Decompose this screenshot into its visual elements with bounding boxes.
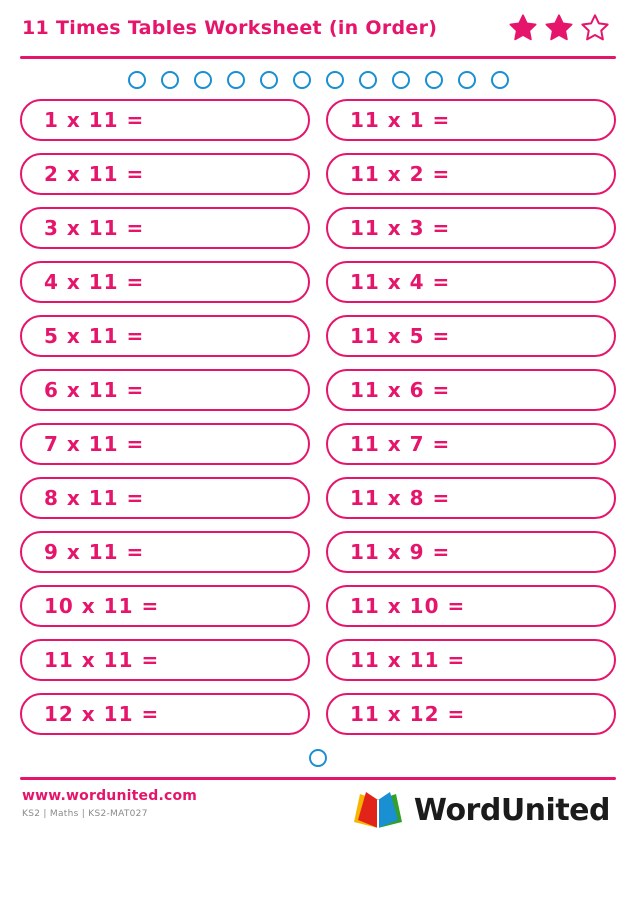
question-box[interactable] bbox=[326, 261, 616, 303]
circle-outline-icon[interactable] bbox=[392, 71, 410, 89]
question-box[interactable] bbox=[326, 639, 616, 681]
difficulty-stars bbox=[508, 13, 614, 43]
question-columns bbox=[18, 99, 618, 735]
question-box[interactable] bbox=[20, 369, 310, 411]
question-text: 11 x 8 = bbox=[350, 486, 451, 510]
circle-outline-icon[interactable] bbox=[458, 71, 476, 89]
brand-name: WordUnited bbox=[413, 793, 610, 828]
brand-logo bbox=[350, 788, 614, 834]
question-text: 6 x 11 = bbox=[44, 378, 145, 402]
footer-divider bbox=[20, 777, 616, 780]
circle-outline-icon[interactable] bbox=[128, 71, 146, 89]
circle-outline-icon[interactable] bbox=[309, 749, 327, 767]
question-box[interactable] bbox=[326, 477, 616, 519]
question-box[interactable] bbox=[326, 531, 616, 573]
question-text: 11 x 3 = bbox=[350, 216, 451, 240]
question-text: 9 x 11 = bbox=[44, 540, 145, 564]
question-text: 10 x 11 = bbox=[44, 594, 160, 618]
circle-outline-icon[interactable] bbox=[227, 71, 245, 89]
question-box[interactable] bbox=[326, 423, 616, 465]
question-box[interactable] bbox=[326, 585, 616, 627]
question-box[interactable] bbox=[20, 477, 310, 519]
question-text: 11 x 5 = bbox=[350, 324, 451, 348]
question-box[interactable] bbox=[326, 693, 616, 735]
question-box[interactable] bbox=[20, 531, 310, 573]
question-text: 11 x 7 = bbox=[350, 432, 451, 456]
worksheet-meta: KS2 | Maths | KS2-MAT027 bbox=[22, 809, 148, 819]
question-text: 7 x 11 = bbox=[44, 432, 145, 456]
circle-outline-icon[interactable] bbox=[326, 71, 344, 89]
question-text: 11 x 12 = bbox=[350, 702, 466, 726]
page-footer bbox=[18, 788, 618, 834]
star-outline-icon bbox=[580, 13, 610, 43]
question-column-right bbox=[326, 99, 616, 735]
question-text: 11 x 10 = bbox=[350, 594, 466, 618]
question-text: 3 x 11 = bbox=[44, 216, 145, 240]
circle-outline-icon[interactable] bbox=[161, 71, 179, 89]
question-box[interactable] bbox=[326, 315, 616, 357]
question-text: 11 x 11 = bbox=[350, 648, 466, 672]
question-text: 8 x 11 = bbox=[44, 486, 145, 510]
question-box[interactable] bbox=[20, 153, 310, 195]
question-box[interactable] bbox=[20, 207, 310, 249]
question-box[interactable] bbox=[20, 585, 310, 627]
question-box[interactable] bbox=[326, 153, 616, 195]
question-text: 11 x 4 = bbox=[350, 270, 451, 294]
website-url[interactable]: www.wordunited.com bbox=[22, 788, 198, 804]
page-title: 11 Times Tables Worksheet (in Order) bbox=[22, 17, 438, 39]
question-text: 2 x 11 = bbox=[44, 162, 145, 186]
question-text: 5 x 11 = bbox=[44, 324, 145, 348]
circle-outline-icon[interactable] bbox=[491, 71, 509, 89]
circle-outline-icon[interactable] bbox=[194, 71, 212, 89]
question-text: 11 x 9 = bbox=[350, 540, 451, 564]
footer-left bbox=[22, 788, 197, 819]
bottom-circle-row bbox=[18, 735, 618, 777]
question-text: 4 x 11 = bbox=[44, 270, 145, 294]
circle-outline-icon[interactable] bbox=[260, 71, 278, 89]
question-text: 11 x 1 = bbox=[350, 108, 451, 132]
question-text: 11 x 11 = bbox=[44, 648, 160, 672]
question-text: 11 x 6 = bbox=[350, 378, 451, 402]
question-box[interactable] bbox=[20, 423, 310, 465]
circle-outline-icon[interactable] bbox=[359, 71, 377, 89]
page-header bbox=[18, 0, 618, 56]
question-text: 1 x 11 = bbox=[44, 108, 145, 132]
question-box[interactable] bbox=[20, 99, 310, 141]
circle-outline-icon[interactable] bbox=[293, 71, 311, 89]
question-column-left bbox=[20, 99, 310, 735]
top-circle-row bbox=[18, 59, 618, 99]
star-filled-icon bbox=[508, 13, 538, 43]
open-book-icon bbox=[350, 788, 406, 834]
question-box[interactable] bbox=[20, 315, 310, 357]
circle-outline-icon[interactable] bbox=[425, 71, 443, 89]
question-text: 12 x 11 = bbox=[44, 702, 160, 726]
question-box[interactable] bbox=[20, 261, 310, 303]
question-box[interactable] bbox=[20, 639, 310, 681]
question-text: 11 x 2 = bbox=[350, 162, 451, 186]
question-box[interactable] bbox=[326, 207, 616, 249]
question-box[interactable] bbox=[20, 693, 310, 735]
question-box[interactable] bbox=[326, 369, 616, 411]
question-box[interactable] bbox=[326, 99, 616, 141]
star-filled-icon bbox=[544, 13, 574, 43]
